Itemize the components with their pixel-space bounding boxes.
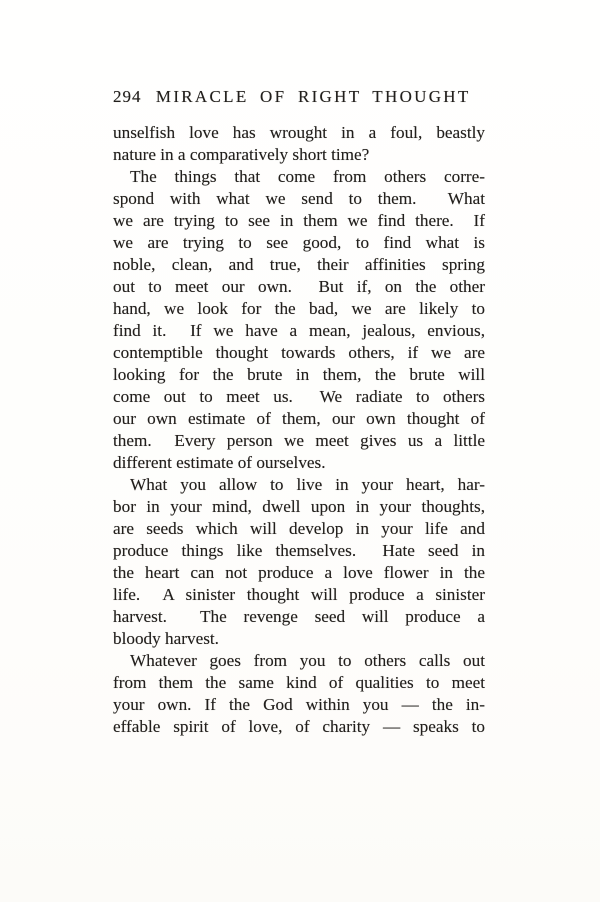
text-line: produce things like themselves. Hate seed in (113, 541, 485, 560)
text-line: hand, we look for the bad, we are likely to (113, 299, 485, 318)
text-line: contemptible thought towards others, if we are (113, 343, 485, 362)
text-line: The things that come from others corre- (130, 167, 485, 186)
running-header (113, 87, 485, 107)
text-line: harvest. The revenge seed will produce a (113, 607, 485, 626)
text-line: nature in a comparatively short time? (113, 145, 370, 164)
text-line: them. Every person we meet gives us a little (113, 431, 485, 450)
text-line: are seeds which will develop in your life and (113, 519, 485, 538)
text-line: life. A sinister thought will produce a sinister (113, 585, 485, 604)
text-line: bor in your mind, dwell upon in your thoughts, (113, 497, 485, 516)
text-line: we are trying to see in them we find there. If (113, 211, 485, 230)
text-line: the heart can not produce a love flower in the (113, 563, 485, 582)
text-line: from them the same kind of qualities to meet (113, 673, 485, 692)
text-line: different estimate of ourselves. (113, 453, 326, 472)
text-line: unselfish love has wrought in a foul, beastly (113, 123, 485, 142)
text-line: noble, clean, and true, their affinities spring (113, 255, 485, 274)
text-line: find it. If we have a mean, jealous, envious, (113, 321, 485, 340)
text-line: your own. If the God within you — the in- (113, 695, 485, 714)
page-number: 294 (113, 87, 142, 106)
running-title: MIRACLE OF RIGHT THOUGHT (155, 87, 471, 106)
text-line: looking for the brute in them, the brute will (113, 365, 485, 384)
text-line: Whatever goes from you to others calls out (130, 651, 485, 670)
text-line: effable spirit of love, of charity — speaks to (113, 717, 485, 736)
text-block (113, 122, 485, 738)
text-line: What you allow to live in your heart, har- (130, 475, 485, 494)
text-line: out to meet our own. But if, on the other (113, 277, 485, 296)
text-line: bloody harvest. (113, 629, 219, 648)
text-line: come out to meet us. We radiate to others (113, 387, 485, 406)
text-line: our own estimate of them, our own thought of (113, 409, 485, 428)
text-line: spond with what we send to them. What (113, 189, 485, 208)
text-line: we are trying to see good, to find what is (113, 233, 485, 252)
